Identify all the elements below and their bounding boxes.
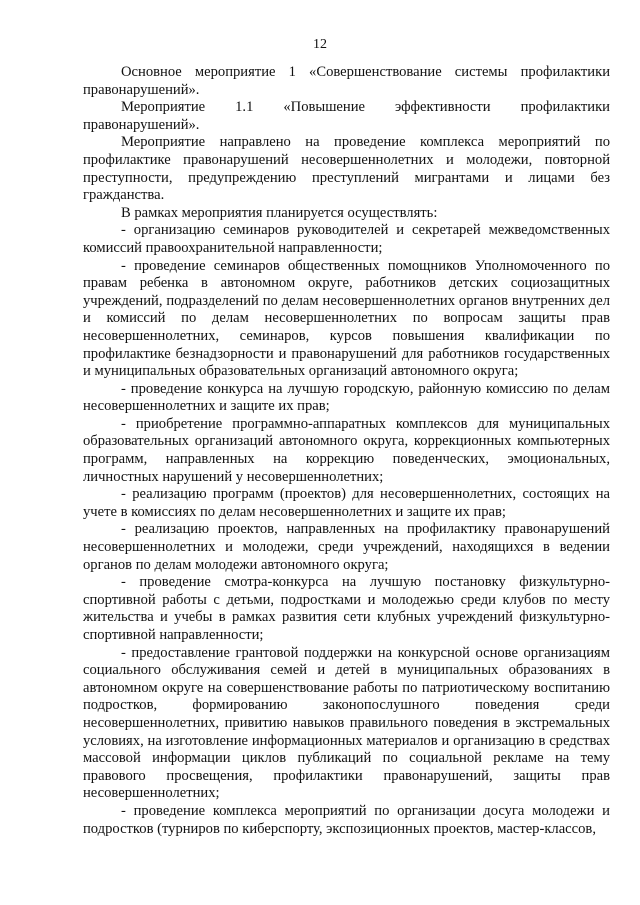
list-item: - проведение комплекса мероприятий по организации досуга молодежи и подростков (турниров по киберспорту, экспозиционных проектов, мастер-классов, bbox=[83, 802, 610, 837]
paragraph-main-activity: Основное мероприятие 1 «Совершенствование системы профилактики правонарушений». bbox=[83, 64, 610, 98]
paragraph-purpose: Мероприятие направлено на проведение комплекса мероприятий по профилактике правонарушений несовершеннолетних и молодежи, повторной преступности, предупреждению преступлений мигрантами и лицами без гражданства. bbox=[83, 134, 610, 204]
paragraph-intro-list: В рамках мероприятия планируется осуществлять: bbox=[121, 204, 438, 221]
list-item: - организацию семинаров руководителей и секретарей межведомственных комиссий правоохранительной направленности; bbox=[83, 222, 610, 256]
page-number: 12 bbox=[313, 37, 327, 52]
list-item: - реализацию программ (проектов) для несовершеннолетних, состоящих на учете в комиссиях по делам несовершеннолетних и защите их прав; bbox=[83, 486, 610, 520]
list-item: - проведение семинаров общественных помощников Уполномоченного по правам ребенка в автономном округе, работников детских социозащитных учреждений, подразделений по делам несовершеннолетних органов внутренних дел и комиссий по делам несовершеннолетних по вопросам защиты прав несовершеннолетних, семинаров, курсов повышения квалификации по профилактике безнадзорности и правонарушений для работников государственных и муниципальных образовательных организаций автономного округа; bbox=[83, 257, 610, 380]
list-item: - приобретение программно-аппаратных комплексов для муниципальных образовательных организаций автономного округа, коррекционных компьютерных программ, направленных на коррекцию поведенческих, эмоциональных, личностных нарушений у несовершеннолетних; bbox=[83, 415, 610, 485]
list-item: - проведение смотра-конкурса на лучшую постановку физкультурно-спортивной работы с детьми, подростками и молодежью среди клубов по месту жительства и учебы в рамках развития сети клубных учреждений физкультурно-спортивной направленности; bbox=[83, 574, 610, 643]
document-body bbox=[83, 64, 610, 838]
list-item: - проведение конкурса на лучшую городскую, районную комиссию по делам несовершеннолетних и защите их прав; bbox=[83, 380, 610, 415]
list-item: - реализацию проектов, направленных на профилактику правонарушений несовершеннолетних и молодежи, среди учреждений, находящихся в ведении органов по делам молодежи автономного округа; bbox=[83, 521, 610, 573]
list-item: - предоставление грантовой поддержки на конкурсной основе организациям социального обслуживания семей и детей в муниципальных образованиях в автономном округе на совершенствование работы по патриотическому воспитанию подростков, формированию законопослушного поведения среди несовершеннолетних, привитию навыков правильного поведения в экстремальных условиях, на изготовление информационных материалов и организацию в средствах массовой информации циклов публикаций по социальной рекламе на тему правового просвещения, профилактики правонарушений, защиты прав несовершеннолетних; bbox=[83, 644, 610, 802]
paragraph-activity-1-1: Мероприятие 1.1 «Повышение эффективности профилактики правонарушений». bbox=[83, 99, 610, 133]
